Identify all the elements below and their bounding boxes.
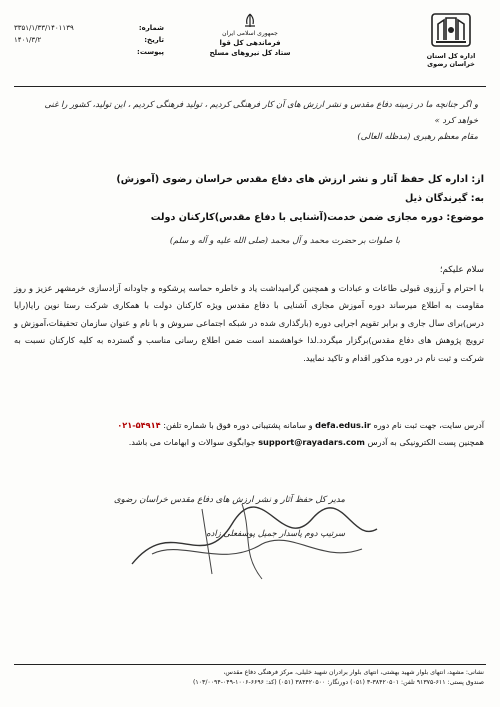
state-header: [190, 12, 310, 58]
handwritten-signature: [112, 494, 392, 584]
commander-office-text: فرماندهی کل قوا: [219, 39, 281, 47]
staff-text: ستاد کل نیروهای مسلح: [209, 49, 291, 57]
contact-text-2: و سامانه پشتیبانی دوره فوق با شماره تلفن:: [163, 420, 313, 430]
recipient-line: به: گیرندگان ذیل: [404, 193, 484, 204]
org-name: اداره کل استان خراسان رضوی: [426, 52, 476, 68]
contact-text-1: آدرس سایت، جهت ثبت نام دوره: [373, 420, 484, 430]
footer-address: نشانی: مشهد، انتهای بلوار شهید بهشتی، انتهای بلوار برادران شهید خلیلی، مرکز فرهنگی دفاع مقدس،: [223, 669, 484, 676]
signatory-name: سرتیپ دوم پاسدار جمیل پوسفعلی زاده: [206, 528, 345, 538]
letter-meta: [14, 22, 164, 58]
footer-contact: صندوق پستی: ۶۱۱-۹۱۳۷۵ تلفن: ۳۸۴۲۰۵۰۱-۳ (۰۵۱) دورنگار: ۳۸۴۴۲۰۵۰۰ (۰۵۱) (کد: ۶۶۹۶-۱۰۰۶-۰۴۹-۱۰۳/۰۰۹۴): [192, 679, 484, 686]
header-divider: [14, 86, 486, 87]
contact-text-4: جوابگوی سوالات و ابهامات می باشد.: [128, 437, 256, 448]
meta-attachment-row: [14, 46, 164, 58]
footer-block: [18, 668, 484, 688]
attachment-label: پیوست:: [137, 48, 164, 56]
footer-divider: [14, 664, 486, 665]
meta-date-row: [14, 34, 164, 46]
site-link[interactable]: defa.edus.ir: [315, 420, 371, 430]
republic-text: جمهوری اسلامی ایران: [222, 30, 278, 37]
date-value: ۱۴۰۱/۳/۲: [14, 36, 42, 44]
subject-line: موضوع: دوره مجازی ضمن خدمت(آشنایی با دفاع مقدس)کارکنان دولت: [150, 212, 484, 223]
iran-emblem-icon: [190, 12, 310, 30]
number-value: ۳۳۵۱/۱/۳۳/۱۴۰۱۱۳۹: [14, 24, 74, 32]
slogan-author: مقام معظم رهبری (مدظله العالی): [357, 131, 478, 141]
organization-emblem-icon: [428, 10, 474, 50]
meta-number-row: [14, 22, 164, 34]
number-label: شماره:: [138, 24, 164, 32]
signatory-title: مدیر کل حفظ آثار و نشر ارزش های دفاع مقدس خراسان رضوی: [113, 495, 345, 505]
addressing-block: [24, 170, 484, 227]
contact-text-3: همچنین پست الکترونیکی به آدرس: [367, 437, 484, 448]
slogan-quote: و اگر جنانچه ما در زمینه دفاع مقدس و نشر ارزش های آن کار فرهنگی کردیم ، تولید فرهنگی کردیم ، این تولید، کشور را غنی خواهد کرد »: [44, 99, 478, 125]
org-header: [416, 10, 486, 68]
body-paragraph: با احترام و آرزوی قبولی طاعات و عبادات و همچنین گرامیداشت یاد و خاطره حماسه پرشکوه و جاودانه آزادسازی خرمشهر عزیز و روز مقاومت به اطلاع میرساند دوره آموزش مجازی آشنایی با دفاع مقدس ویژه کارکنان دولت با همکاری شرکت رستا نوین رایا(رایا درس)برای سال جاری و برابر تقویم اجرایی دوره (بارگذاری شده در شبکه اجتماعی سروش و با نام و عنوان سازمان تحقیقات،آموزش و ترویج پژوهش های دفاع مقدس)برگزار میگردد.لذا خواهشمند است ضمن اطلاع رسانی مناسب و گسترده به کلیه کارکنان نسبت به شرکت و ثبت نام در دوره مذکور اقدام و تاکید نمایید.: [14, 283, 484, 363]
date-label: تاریخ:: [144, 36, 164, 44]
slogan-block: [28, 96, 478, 144]
greeting: سلام علیکم؛: [439, 265, 484, 275]
from-line: از: اداره کل حفظ آثار و نشر ارزش های دفاع مقدس خراسان رضوی (آموزش): [116, 174, 484, 185]
phone-number: ۰۲۱-۵۴۹۱۴: [117, 420, 161, 430]
salavat-line: با صلوات بر حضرت محمد و آل محمد (صلی الله علیه و آله و سلم): [169, 235, 400, 245]
email-link[interactable]: support@rayadars.com: [258, 437, 365, 448]
contact-paragraph: [14, 417, 484, 452]
